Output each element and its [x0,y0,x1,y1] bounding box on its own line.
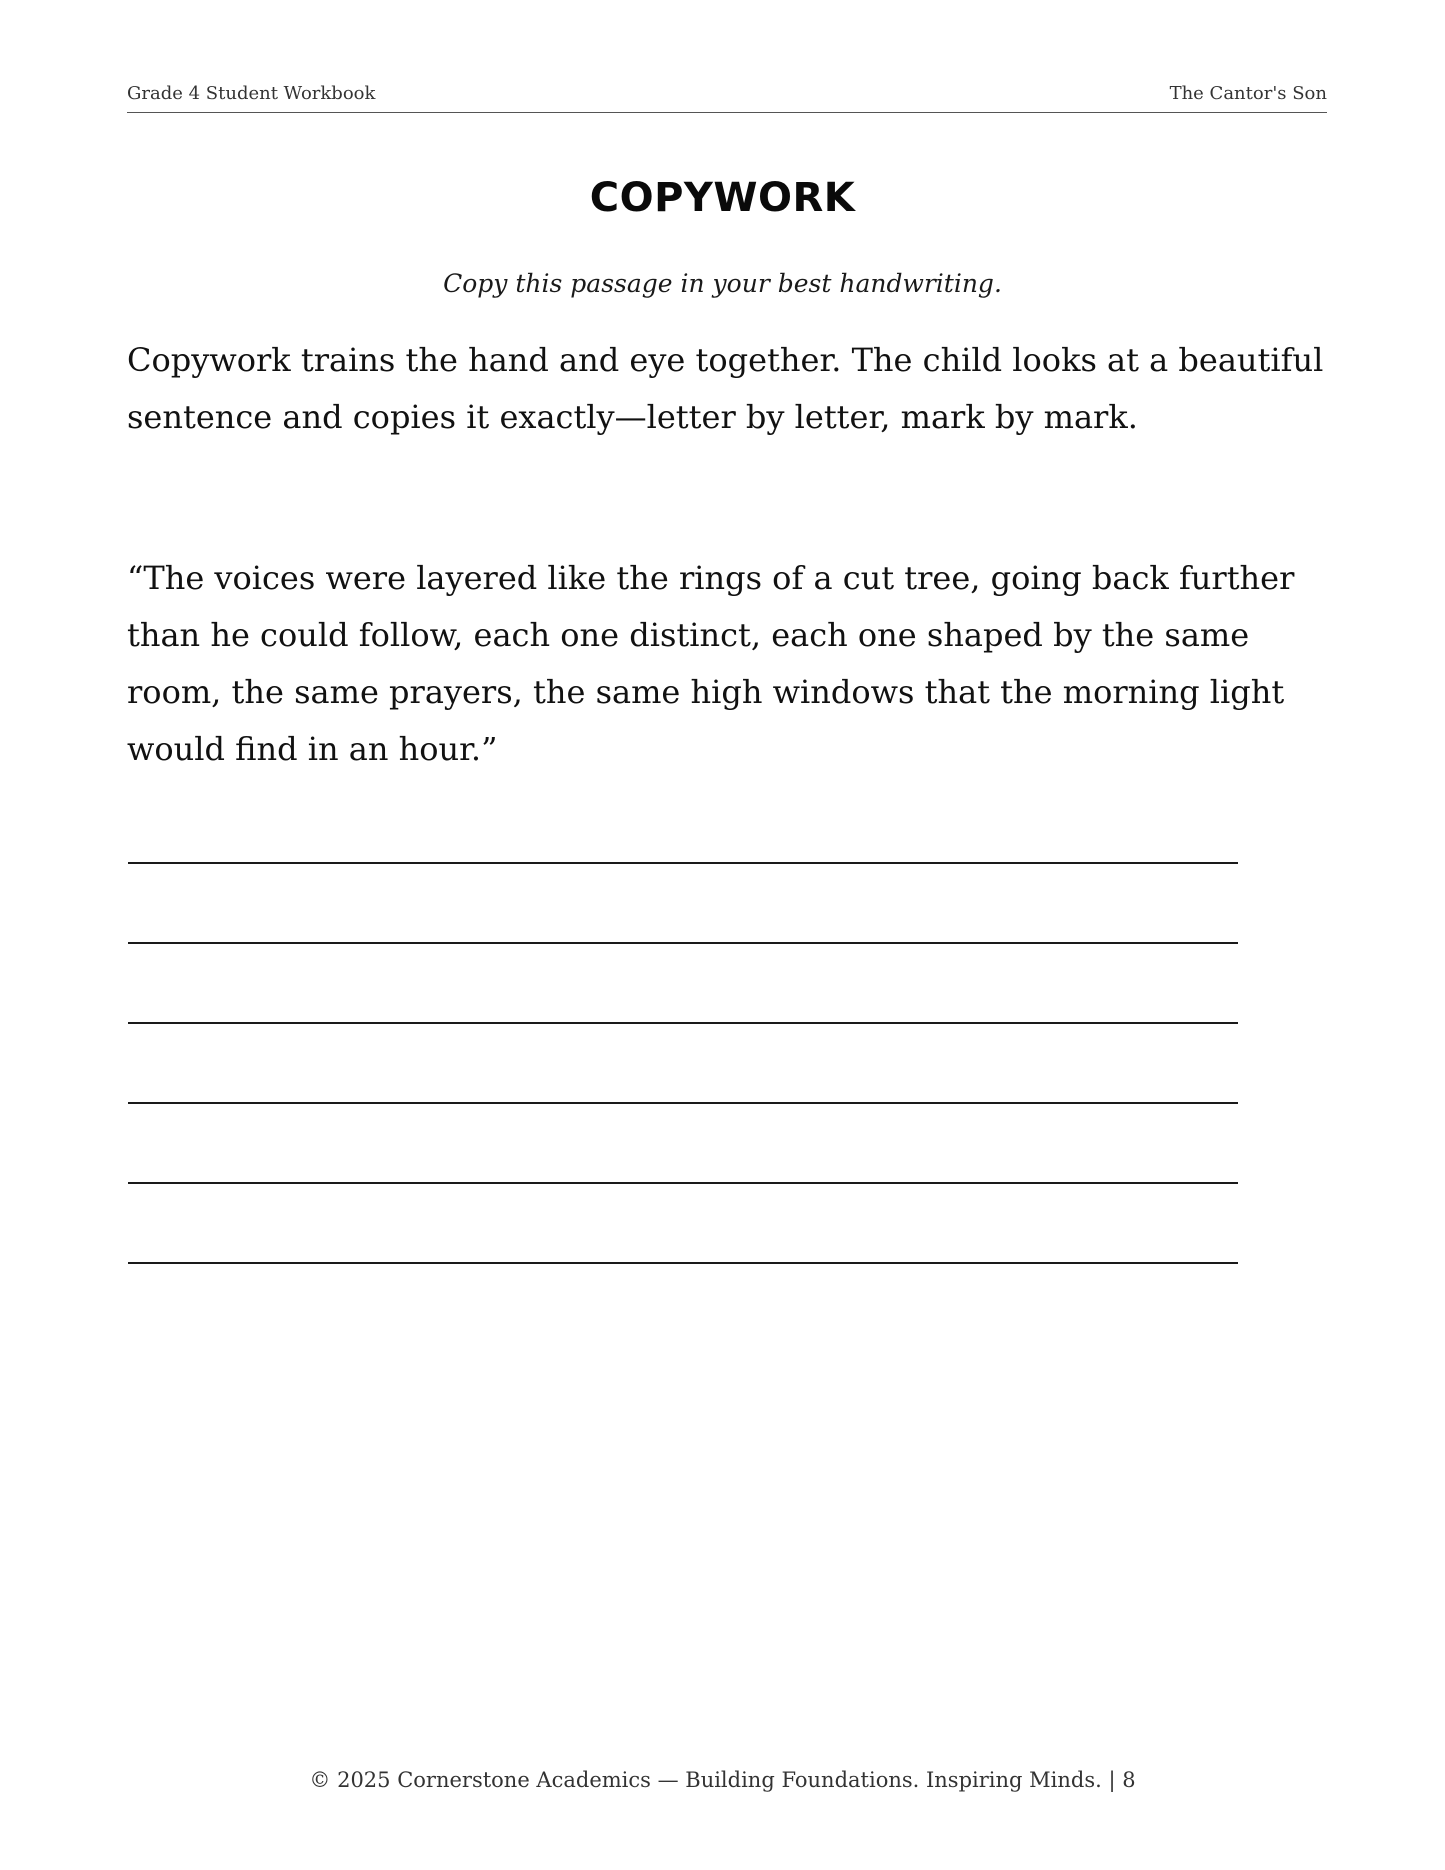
page-title: COPYWORK [589,175,856,221]
page-footer: © 2025 Cornerstone Academics — Building Foundations. Inspiring Minds. | 8 [309,1768,1136,1792]
writing-line[interactable] [128,942,1238,944]
page-header [127,82,1327,113]
writing-line[interactable] [128,1262,1238,1264]
writing-line[interactable] [128,1182,1238,1184]
header-right-text: The Cantor's Son [1169,83,1327,104]
writing-line[interactable] [128,1102,1238,1104]
writing-line[interactable] [128,1022,1238,1024]
header-left-text: Grade 4 Student Workbook [127,83,376,104]
intro-paragraph: Copywork trains the hand and eye together. The child looks at a beautiful sentence and copies it exactly—letter by letter, mark by mark. [127,341,1324,436]
copy-passage: “The voices were layered like the rings of a cut tree, going back further than he could follow, each one distinct, each one shaped by the same room, the same prayers, the same high windows that the morning light would find in an hour.” [127,559,1295,768]
instruction-text: Copy this passage in your best handwriting. [443,269,1002,298]
writing-line[interactable] [128,862,1238,864]
